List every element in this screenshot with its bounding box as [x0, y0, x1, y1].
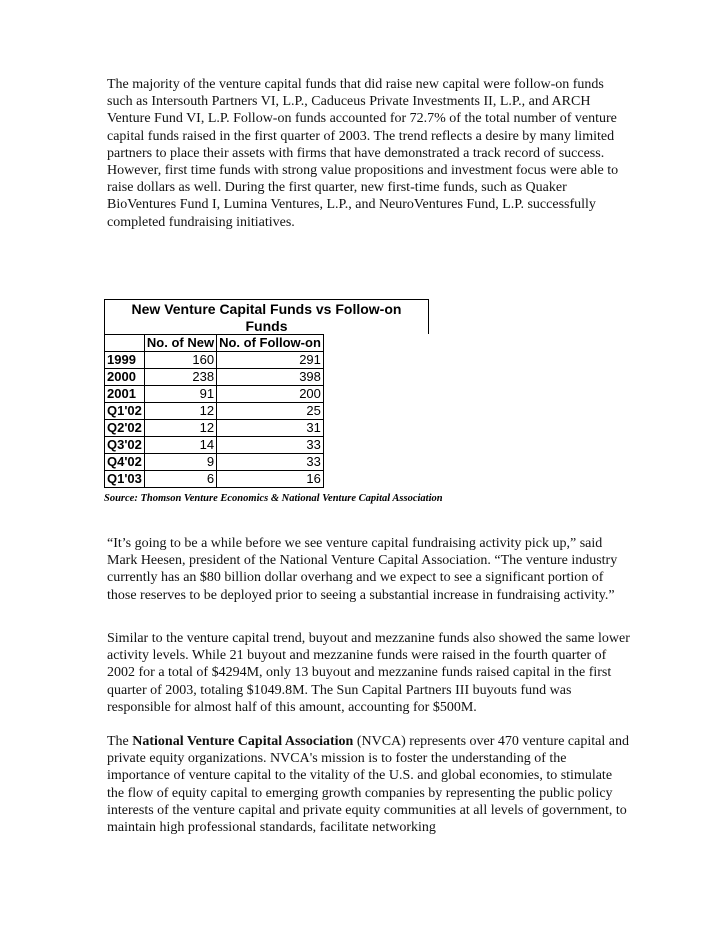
table-title: [104, 299, 429, 334]
row-period: 2001: [105, 386, 145, 403]
row-new-count: 12: [144, 403, 216, 420]
table-title-line-1: New Venture Capital Funds vs Follow-on: [131, 301, 402, 317]
row-period: Q1'02: [105, 403, 145, 420]
table-source-note: Source: Thomson Venture Economics & National Venture Capital Association: [104, 493, 443, 504]
row-new-count: 91: [144, 386, 216, 403]
table-row: [105, 386, 324, 403]
row-period: Q4'02: [105, 454, 145, 471]
paragraph-buyout-mezzanine: Similar to the venture capital trend, buyout and mezzanine funds also showed the same lower activity levels. While 21 buyout and mezzanine funds were raised in the fourth quarter of 2002 for a total of $4294M, only 13 buyout and mezzanine funds raised capital in the first quarter of 2003, totaling $1049.8M. The Sun Capital Partners III buyouts fund was responsible for almost half of this amount, accounting for $500M.: [107, 631, 630, 715]
row-period: Q3'02: [105, 437, 145, 454]
row-follow-on-count: 200: [217, 386, 324, 403]
table-title-line-2: Funds: [245, 318, 288, 334]
paragraph-follow-on-funds: The majority of the venture capital funds that did raise new capital were follow-on funds such as Intersouth Partners VI, L.P., Caduceus Private Investments II, L.P., and ARCH Venture Fund VI, L.P. Follow-on funds accounted for 72.7% of the total number of venture capital funds raised in the first quarter of 2003. The trend reflects a desire by many limited partners to place their assets with firms that have demonstrated a track record of success. However, first time funds with strong value propositions and investment focus were able to raise dollars as well. During the first quarter, new first-time funds, such as Quaker BioVentures Fund I, Lumina Ventures, L.P., and NeuroVentures Fund, L.P. successfully completed fundraising initiatives.: [107, 77, 619, 230]
table-row: [105, 403, 324, 420]
row-follow-on-count: 291: [217, 352, 324, 369]
table-row: [105, 369, 324, 386]
table-header-row: [105, 335, 324, 352]
row-follow-on-count: 16: [217, 471, 324, 488]
row-period: Q1'03: [105, 471, 145, 488]
row-new-count: 238: [144, 369, 216, 386]
paragraph-nvca-about: [107, 733, 632, 836]
row-period: 1999: [105, 352, 145, 369]
nvca-prefix: The: [107, 734, 133, 749]
row-follow-on-count: 33: [217, 437, 324, 454]
row-follow-on-count: 33: [217, 454, 324, 471]
row-new-count: 9: [144, 454, 216, 471]
row-period: Q2'02: [105, 420, 145, 437]
table-row: [105, 420, 324, 437]
table-row: [105, 352, 324, 369]
nvca-name: National Venture Capital Association: [132, 734, 354, 749]
table-grid: [104, 334, 324, 488]
header-cell-period: [105, 335, 145, 352]
row-follow-on-count: 25: [217, 403, 324, 420]
row-new-count: 160: [144, 352, 216, 369]
header-cell-new: No. of New: [144, 335, 216, 352]
nvca-description: (NVCA) represents over 470 venture capital and private equity organizations. NVCA's mission is to foster the understanding of the importance of venture capital to the vitality of the U.S. and global economies, to stimulate the flow of equity capital to emerging growth companies by representing the public policy interests of the venture capital and private equity communities at all levels of government, to maintain high professional standards, facilitate networking: [107, 734, 629, 836]
row-period: 2000: [105, 369, 145, 386]
row-new-count: 14: [144, 437, 216, 454]
row-new-count: 6: [144, 471, 216, 488]
row-follow-on-count: 31: [217, 420, 324, 437]
table-row: [105, 471, 324, 488]
row-new-count: 12: [144, 420, 216, 437]
row-follow-on-count: 398: [217, 369, 324, 386]
header-cell-follow-on: No. of Follow-on: [217, 335, 324, 352]
paragraph-heesen-quote: “It’s going to be a while before we see venture capital fundraising activity pick up,” said Mark Heesen, president of the National Venture Capital Association. “The venture industry currently has an $80 billion dollar overhang and we expect to see a significant portion of those reserves to be deployed prior to seeing a substantial increase in fundraising activity.”: [107, 536, 618, 603]
table-row: [105, 454, 324, 471]
table-row: [105, 437, 324, 454]
